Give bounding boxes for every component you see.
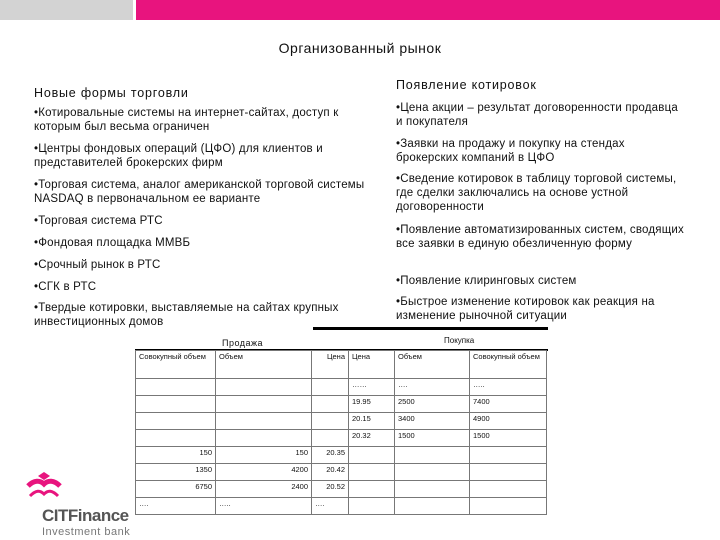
table-cell [312, 430, 349, 447]
left-heading: Новые формы торговли [34, 86, 189, 100]
right-heading: Появление котировок [396, 78, 537, 92]
header-cell: Объем [216, 351, 312, 379]
table-cell: 150 [136, 447, 216, 464]
table-cell [216, 396, 312, 413]
table-cell: 20.32 [349, 430, 395, 447]
header-bar-pink [136, 0, 720, 20]
table-cell [136, 413, 216, 430]
header-cell: Совокупный объем [470, 351, 547, 379]
left-item: •Центры фондовых операций (ЦФО) для клиентов и представителей брокерских фирм [34, 143, 323, 169]
table-cell: 4900 [470, 413, 547, 430]
right-item: •Сведение котировок в таблицу торговой системы, где сделки заключались на основе устной договоренности [396, 173, 677, 213]
table-header-row [136, 351, 547, 379]
right-item: •Заявки на продажу и покупку на стендах брокерских компаний в ЦФО [396, 138, 625, 164]
table-cell: …… [349, 379, 395, 396]
left-item: •Фондовая площадка ММВБ [34, 237, 191, 249]
table-cell: 20.15 [349, 413, 395, 430]
table-cell: ….. [470, 379, 547, 396]
table-cell [136, 396, 216, 413]
page-title: Организованный рынок [278, 40, 442, 56]
table-cell: 20.52 [312, 481, 349, 498]
left-item: •Твердые котировки, выставляемые на сайтах крупных инвестиционных домов [34, 302, 339, 328]
table-cell [136, 430, 216, 447]
right-item: •Цена акции – результат договоренности продавца и покупателя [396, 102, 678, 128]
order-book-table [135, 350, 547, 515]
table-row [136, 498, 547, 515]
left-item: •Срочный рынок в РТС [34, 259, 161, 271]
right-item: •Быстрое изменение котировок как реакция на изменение рыночной ситуации [396, 296, 655, 322]
table-cell [216, 379, 312, 396]
table-cell [349, 481, 395, 498]
header-bar-gray [0, 0, 133, 20]
table-cell [395, 447, 470, 464]
table-cell: …. [312, 498, 349, 515]
buy-label: Покупка [444, 336, 475, 345]
table-row [136, 379, 547, 396]
table-row [136, 396, 547, 413]
table-cell [349, 498, 395, 515]
table-cell: 6750 [136, 481, 216, 498]
table-cell [395, 464, 470, 481]
table-cell: 7400 [470, 396, 547, 413]
sale-label: Продажа [222, 338, 264, 348]
table-cell [470, 447, 547, 464]
left-item: •Котировальные системы на интернет-сайтах, доступ к которым был весьма ограничен [34, 107, 339, 133]
table-row [136, 430, 547, 447]
table-cell [395, 481, 470, 498]
table-cell: 20.35 [312, 447, 349, 464]
right-item: •Появление автоматизированных систем, сводящих все заявки в единую обезличенную форму [396, 224, 684, 250]
logo-subtitle: Investment bank [42, 526, 131, 538]
table-cell: 4200 [216, 464, 312, 481]
table-cell [312, 396, 349, 413]
header-cell: Совокупный объем [136, 351, 216, 379]
table-cell [312, 379, 349, 396]
table-cell [349, 447, 395, 464]
header-cell: Цена [349, 351, 395, 379]
table-cell [395, 498, 470, 515]
table-cell: …. [136, 498, 216, 515]
table-cell [216, 413, 312, 430]
header-cell: Объем [395, 351, 470, 379]
left-item: •СГК в РТС [34, 281, 97, 293]
right-item: •Появление клиринговых систем [396, 275, 577, 287]
table-cell: 2400 [216, 481, 312, 498]
table-cell [312, 413, 349, 430]
table-cell: 1500 [470, 430, 547, 447]
table-cell [216, 430, 312, 447]
header-cell: Цена [312, 351, 349, 379]
left-item: •Торговая система, аналог американской торговой системы NASDAQ в первоначальном ее варианте [34, 179, 365, 205]
logo-name: CITFinance [42, 506, 129, 525]
table-top-rule [313, 327, 548, 330]
table-cell: 2500 [395, 396, 470, 413]
table-cell: 19.95 [349, 396, 395, 413]
table-cell: 3400 [395, 413, 470, 430]
table-cell: ….. [216, 498, 312, 515]
table-cell: 1350 [136, 464, 216, 481]
table-cell: 1500 [395, 430, 470, 447]
table-cell [470, 498, 547, 515]
table-cell: …. [395, 379, 470, 396]
table-cell [136, 379, 216, 396]
table-cell [349, 464, 395, 481]
table-cell [470, 464, 547, 481]
table-row [136, 464, 547, 481]
table-row [136, 447, 547, 464]
table-cell: 150 [216, 447, 312, 464]
table-cell: 20.42 [312, 464, 349, 481]
table-cell [470, 481, 547, 498]
table-row [136, 413, 547, 430]
left-item: •Торговая система РТС [34, 215, 163, 227]
table-row [136, 481, 547, 498]
